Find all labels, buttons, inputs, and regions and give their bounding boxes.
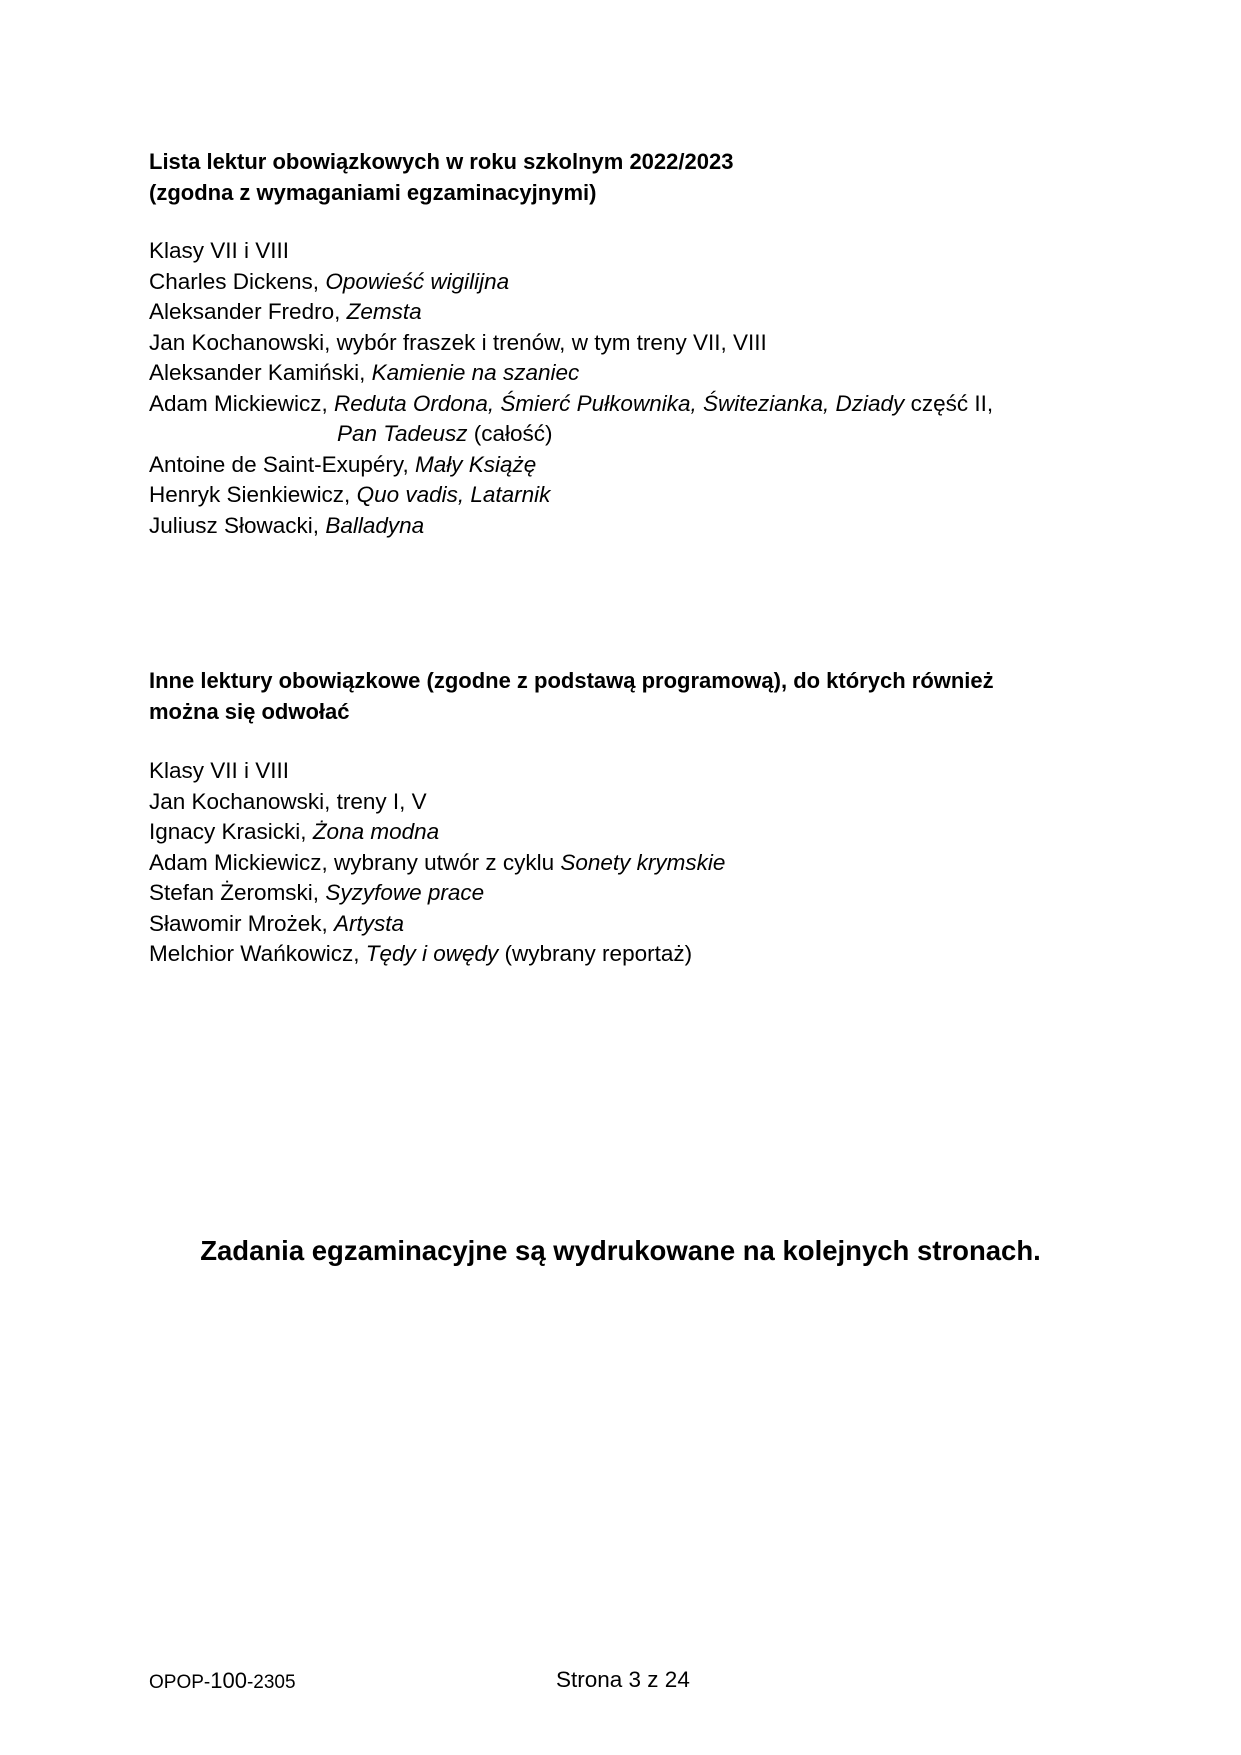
list-item: Melchior Wańkowicz, Tędy i owędy (wybrany reportaż) xyxy=(149,941,693,966)
list-item: Jan Kochanowski, treny I, V xyxy=(149,788,427,814)
list-item: Juliusz Słowacki, Balladyna xyxy=(149,512,425,538)
list-item: Adam Mickiewicz, Reduta Ordona, Śmierć Pułkownika, Świtezianka, Dziady część II, xyxy=(149,390,994,416)
other-reading-list xyxy=(149,756,1109,970)
mandatory-reading-list xyxy=(149,236,1109,541)
grade-label: Klasy VII i VIII xyxy=(149,758,290,783)
exam-code: OPOP-100-2305 xyxy=(149,1668,296,1693)
section-title-line-1: Inne lektury obowiązkowe (zgodne z podstawą programową), do których również xyxy=(149,668,994,693)
other-reading-section xyxy=(149,665,1109,727)
list-item: Stefan Żeromski, Syzyfowe prace xyxy=(149,880,485,905)
section-title-line-2: (zgodna z wymaganiami egzaminacyjnymi) xyxy=(149,180,597,205)
mandatory-reading-section xyxy=(149,146,1109,208)
exam-notice: Zadania egzaminacyjne są wydrukowane na kolejnych stronach. xyxy=(200,1235,1041,1266)
list-item: Charles Dickens, Opowieść wigilijna xyxy=(149,268,510,294)
list-item: Antoine de Saint-Exupéry, Mały Książę xyxy=(149,451,537,477)
list-item: Sławomir Mrożek, Artysta xyxy=(149,910,405,936)
list-item-continuation: Pan Tadeusz (całość) xyxy=(337,421,553,446)
list-item: Aleksander Fredro, Zemsta xyxy=(149,299,422,324)
list-item: Aleksander Kamiński, Kamienie na szaniec xyxy=(149,360,580,385)
section-title-line-2: można się odwołać xyxy=(149,699,350,724)
section-title-line-1: Lista lektur obowiązkowych w roku szkolnym 2022/2023 xyxy=(149,149,734,174)
list-item: Henryk Sienkiewicz, Quo vadis, Latarnik xyxy=(149,482,551,507)
list-item: Adam Mickiewicz, wybrany utwór z cyklu Sonety krymskie xyxy=(149,849,726,875)
list-item: Jan Kochanowski, wybór fraszek i trenów, w tym treny VII, VIII xyxy=(149,329,767,355)
list-item: Ignacy Krasicki, Żona modna xyxy=(149,819,440,844)
page-number: Strona 3 z 24 xyxy=(556,1667,690,1692)
grade-label: Klasy VII i VIII xyxy=(149,238,290,263)
